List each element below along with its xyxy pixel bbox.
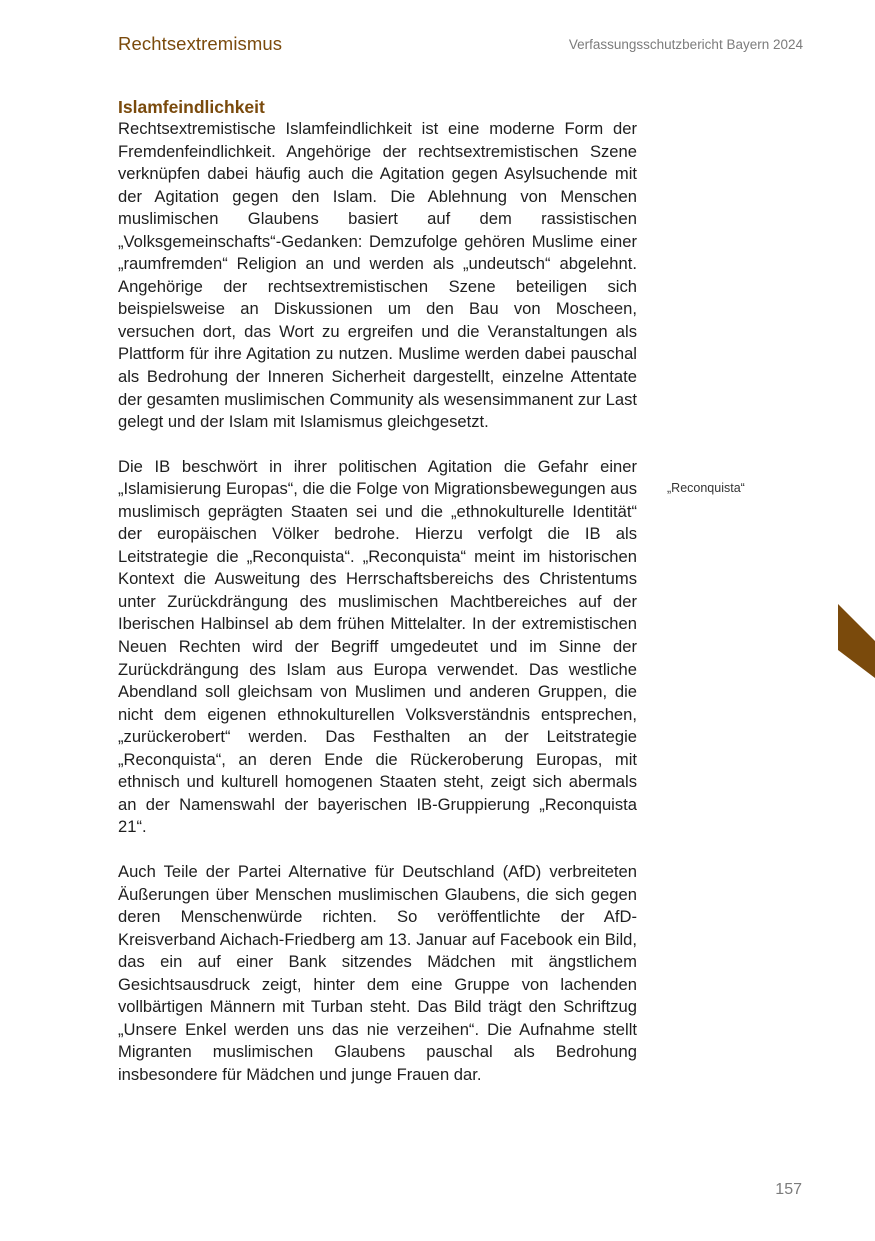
- paragraph-gap: [118, 839, 637, 861]
- main-content: [118, 96, 637, 1086]
- paragraph-islamfeindlichkeit: Rechtsextremistische Islamfeindlichkeit ist eine moderne Form der Fremdenfeindlichkeit. Angehörige der rechtsextremistischen Szene verknüpfen dabei häufig auch die Agitation gegen Asylsuchende mit der Agitation gegen den Islam. Die Ablehnung von Menschen muslimischen Glaubens basiert auf dem rassistischen „Volksgemeinschafts“-Gedanken: Demzufolge gehören Muslime einer „raumfremden“ Religion an und werden als „undeutsch“ abgelehnt. Angehörige der rechtsextremistischen Szene beteiligen sich beispielsweise an Diskussionen um den Bau von Moscheen, versuchen dort, das Wort zu ergreifen und die Veranstaltungen als Plattform für ihre Agitation zu nutzen. Muslime werden dabei pauschal als Bedrohung der Inneren Sicherheit dargestellt, einzelne Attentate der gesamten muslimischen Community als wesensimmanent zur Last gelegt und der Islam mit Islamismus gleichgesetzt.: [118, 119, 637, 432]
- section-heading: Islamfeindlichkeit: [118, 97, 265, 117]
- paragraph-gap: [118, 434, 637, 456]
- paragraph-reconquista: Die IB beschwört in ihrer politischen Agitation die Gefahr einer „Islamisierung Europas“, die die Folge von Migrationsbewegungen aus muslimisch geprägten Staaten sei und die „ethnokulturelle Identität“ der europäischen Völker bedrohe. Hierzu verfolgt die IB als Leitstrategie die „Reconquista“. „Reconquista“ meint im historischen Kontext die Ausweitung des Herrschaftsbereichs des Christentums unter Zurückdrängung des muslimischen Machtbereiches auf der Iberischen Halbinsel ab dem frühen Mittelalter. In der extremistischen Neuen Rechten wird der Begriff umgedeutet und im Sinne der Zurückdrängung des Islam aus Europa verwendet. Das westliche Abendland soll gleichsam von Muslimen und anderen Gruppen, die nicht dem eigenen ethnokulturellen Volksverständnis entsprechen, „zurückerobert“ werden. Das Festhalten an der Leitstrategie „Reconquista“, an deren Ende die Rückeroberung Europas, mit ethnisch und kulturell homogenen Staaten steht, zeigt sich abermals an der Namenswahl der bayerischen IB-Gruppierung „Reconquista 21“.: [118, 456, 637, 837]
- paragraph-afd: Auch Teile der Partei Alternative für Deutschland (AfD) verbreiteten Äußerungen über Menschen muslimischen Glaubens, die sich gegen deren Menschenwürde richten. So veröffentlichte der AfD-Kreisverband Aichach-Friedberg am 13. Januar auf Facebook ein Bild, das ein auf einer Bank sitzendes Mädchen mit ängstlichem Gesichtsausdruck zeigt, hinter dem eine Gruppe von lachenden vollbärtigen Männern mit Turban steht. Das Bild trägt den Schriftzug „Unsere Enkel werden uns das nie verzeihen“. Die Aufnahme stellt Migranten muslimischen Glaubens pauschal als Bedrohung insbesondere für Mädchen und junge Frauen dar.: [118, 861, 637, 1084]
- chapter-title: Rechtsextremismus: [118, 33, 283, 54]
- publication-title: Verfassungsschutzbericht Bayern 2024: [568, 37, 803, 52]
- page-number: 157: [775, 1181, 802, 1198]
- marginal-note: „Reconquista“: [667, 481, 745, 495]
- chapter-tab-icon: [838, 604, 875, 678]
